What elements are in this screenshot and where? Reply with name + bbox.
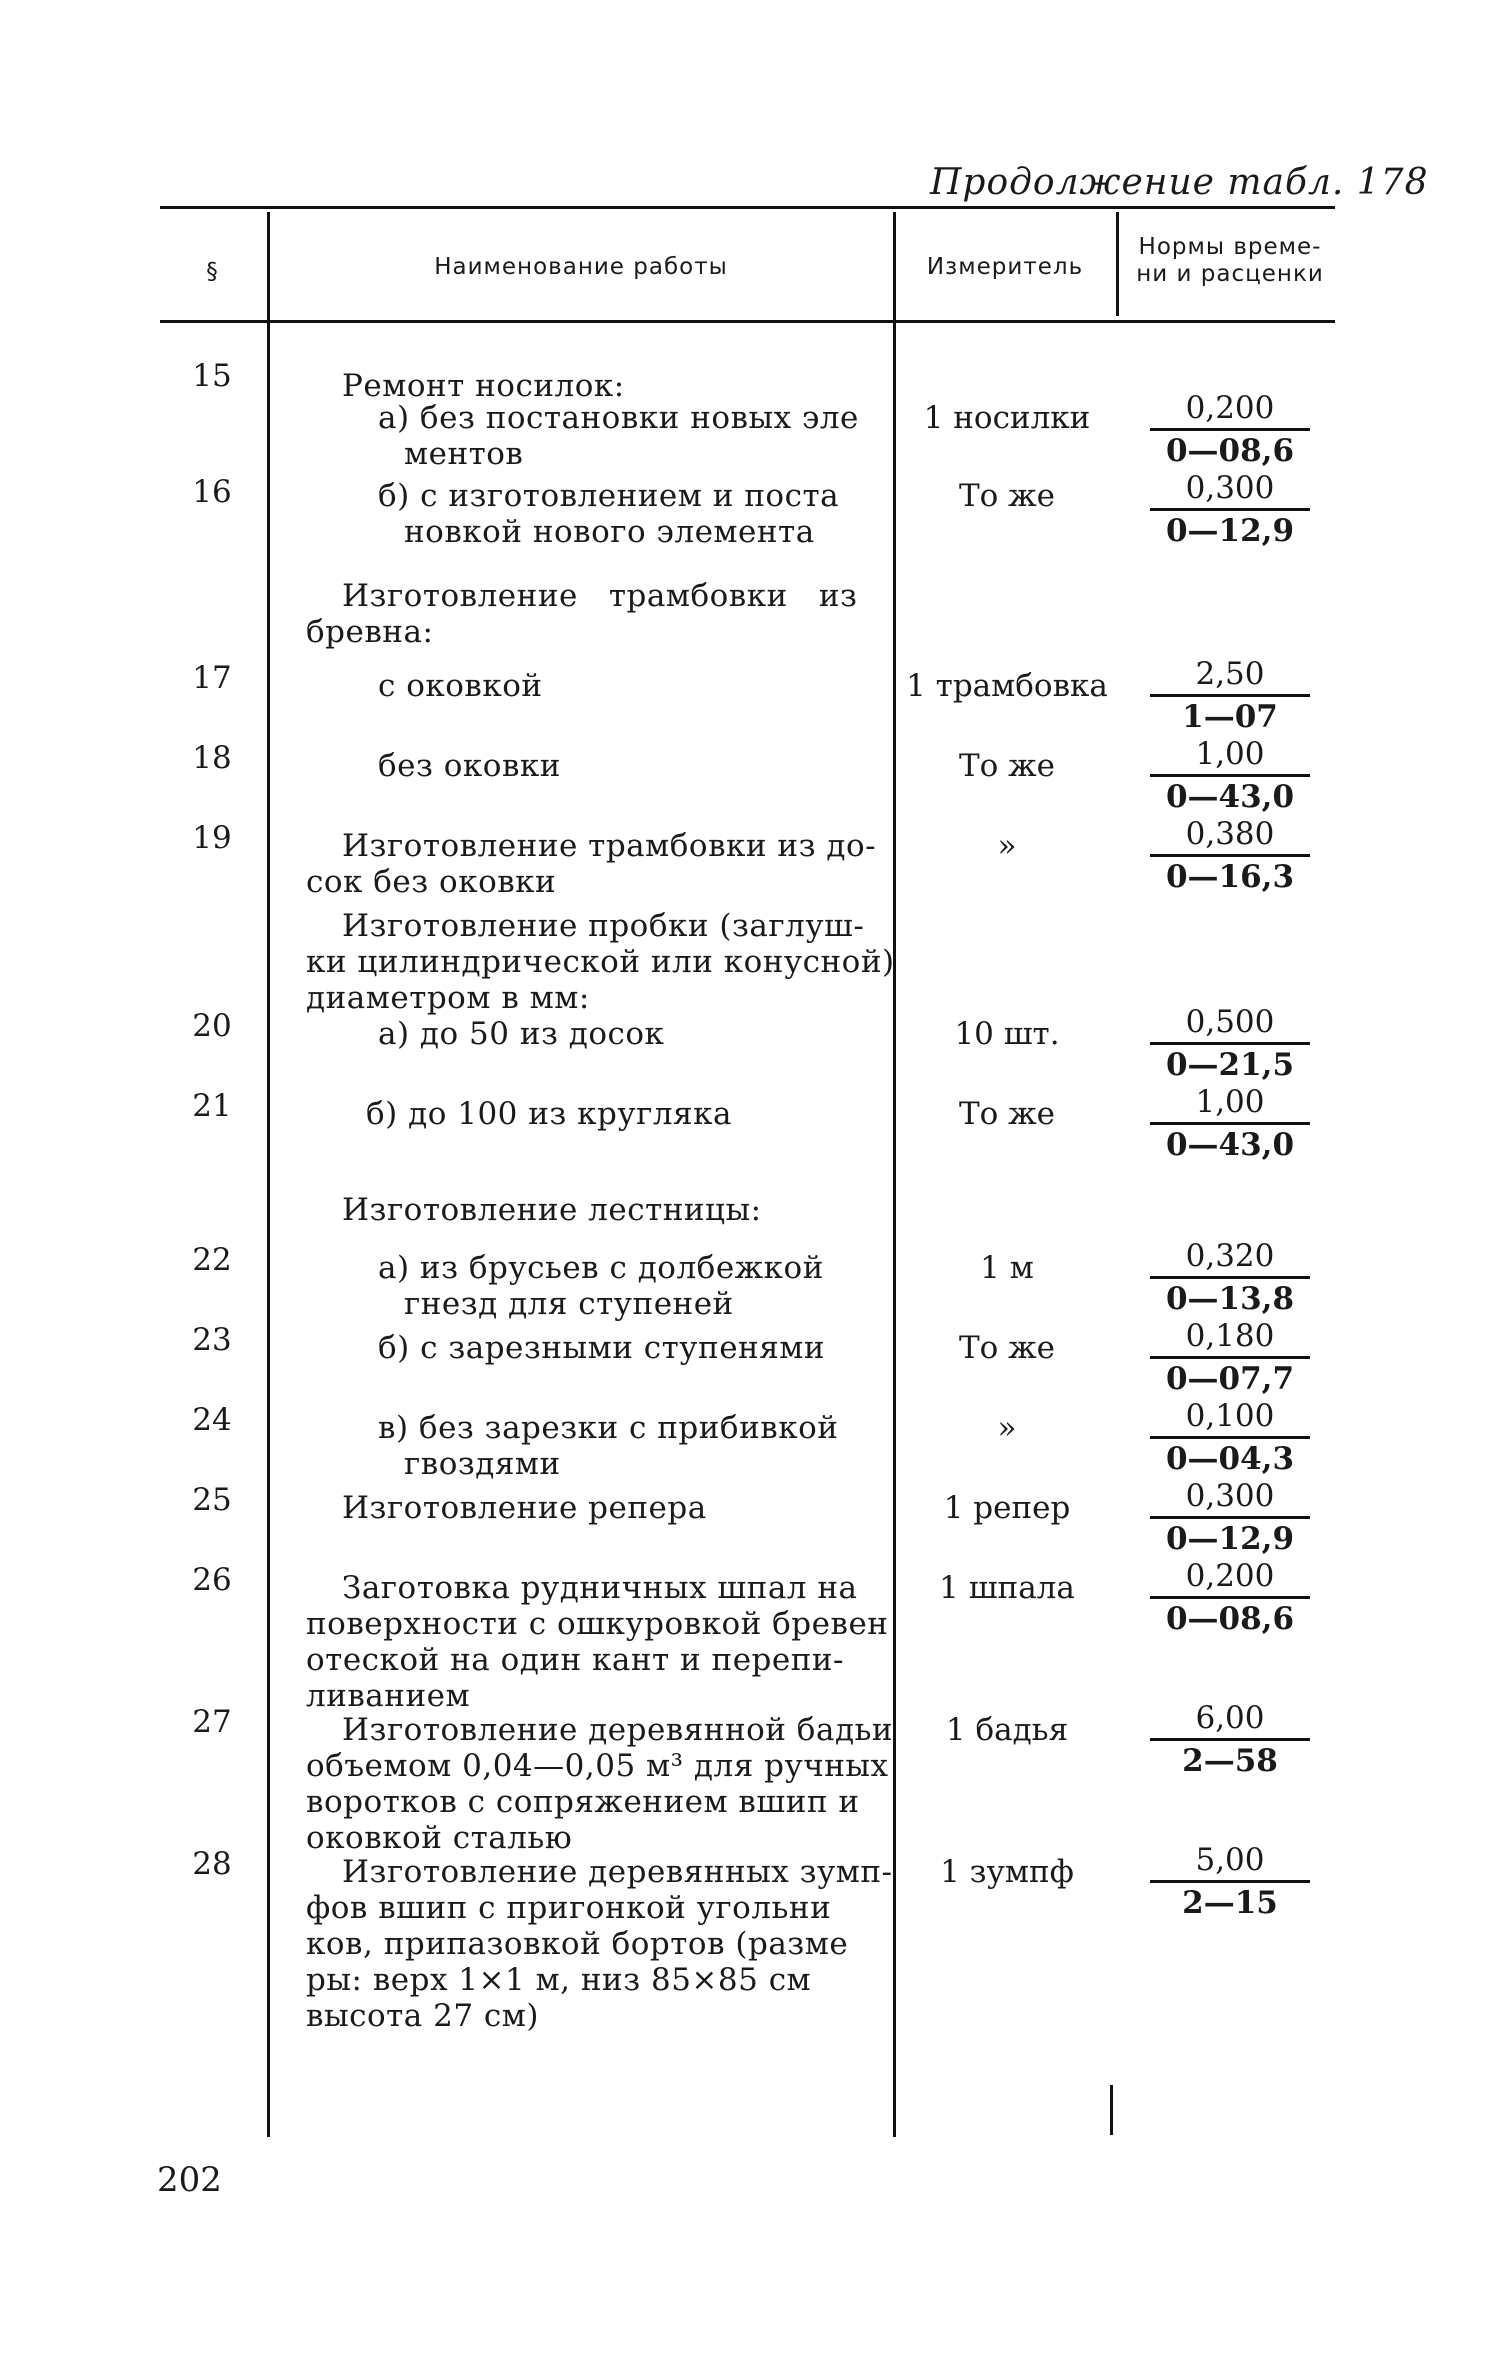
unit-cell: 1 шпала	[939, 1570, 1075, 1606]
norm-rate: 0—21,5	[1165, 1047, 1295, 1083]
norm-rate: 0—08,6	[1165, 433, 1295, 469]
work-text-line: бревна:	[306, 614, 434, 650]
norm-time: 0,180	[1150, 1318, 1310, 1359]
row-number: 18	[192, 740, 232, 776]
page-number: 202	[157, 2160, 222, 2200]
norm-time: 2,50	[1150, 656, 1310, 697]
norm-rate: 2—58	[1182, 1743, 1278, 1779]
work-text-line: б) с зарезными ступенями	[378, 1330, 826, 1366]
work-text-line: объемом 0,04—0,05 м³ для ручных	[306, 1748, 889, 1784]
unit-cell: 1 носилки	[923, 400, 1091, 436]
norm-rate: 0—43,0	[1165, 779, 1295, 815]
row-number: 24	[192, 1402, 232, 1438]
row-number: 15	[192, 358, 232, 394]
work-text-line: а) из брусьев с долбежкой	[378, 1250, 824, 1286]
norm-time: 1,00	[1150, 1084, 1310, 1125]
work-text-line: а) без постановки новых эле	[378, 400, 859, 436]
row-number: 25	[192, 1482, 232, 1518]
norm-rate: 0—04,3	[1165, 1441, 1295, 1477]
row-number: 20	[192, 1008, 232, 1044]
work-text-line: ливанием	[306, 1678, 471, 1714]
norm-cell	[1150, 390, 1310, 469]
row-number: 19	[192, 820, 232, 856]
norm-time: 0,500	[1150, 1004, 1310, 1045]
row-number: 26	[192, 1562, 232, 1598]
norm-rate: 0—13,8	[1165, 1281, 1295, 1317]
work-text-line: оковкой сталью	[306, 1820, 573, 1856]
norm-rate: 0—12,9	[1165, 513, 1295, 549]
norm-cell	[1150, 470, 1310, 549]
column-divider-1	[267, 212, 270, 2137]
header-norms-line1: Нормы време-	[1138, 234, 1322, 260]
norm-time: 1,00	[1150, 736, 1310, 777]
unit-cell: »	[997, 1410, 1017, 1446]
norm-cell	[1150, 1318, 1310, 1397]
unit-cell: 10 шт.	[954, 1016, 1060, 1052]
work-text-line: ки цилиндрической или конусной)	[306, 944, 895, 980]
work-text-line: Изготовление трамбовки из до-	[342, 828, 877, 864]
norm-cell	[1150, 1842, 1310, 1921]
norm-time: 0,300	[1150, 1478, 1310, 1519]
norm-cell	[1150, 816, 1310, 895]
unit-cell: То же	[958, 748, 1056, 784]
norm-cell	[1150, 1478, 1310, 1557]
norm-rate: 0—43,0	[1165, 1127, 1295, 1163]
work-text-line: б) до 100 из кругляка	[366, 1096, 732, 1132]
work-text-line: высота 27 см)	[306, 1998, 540, 2034]
norm-rate: 0—12,9	[1165, 1521, 1295, 1557]
norm-cell	[1150, 656, 1310, 735]
header-name: Наименование работы	[434, 254, 728, 280]
work-text-line: Изготовление репера	[342, 1490, 707, 1526]
norm-time: 0,300	[1150, 470, 1310, 511]
work-text-line: с оковкой	[378, 668, 543, 704]
header-bottom-rule	[160, 320, 1335, 323]
unit-cell: То же	[958, 478, 1056, 514]
unit-cell: 1 трамбовка	[906, 668, 1108, 704]
norm-time: 0,380	[1150, 816, 1310, 857]
unit-cell: 1 бадья	[945, 1712, 1069, 1748]
norm-time: 0,200	[1150, 1558, 1310, 1599]
unit-cell: 1 репер	[943, 1490, 1071, 1526]
work-text-line: ков, припазовкой бортов (разме	[306, 1926, 849, 1962]
work-text-line: Изготовление деревянной бадьи	[342, 1712, 894, 1748]
norm-time: 6,00	[1150, 1700, 1310, 1741]
norm-cell	[1150, 1700, 1310, 1779]
norm-rate: 2—15	[1182, 1885, 1278, 1921]
norm-rate: 0—16,3	[1165, 859, 1295, 895]
norm-cell	[1150, 736, 1310, 815]
header-section: §	[206, 259, 219, 285]
row-number: 21	[192, 1088, 232, 1124]
header-norms-line2: ни и расценки	[1136, 261, 1324, 287]
norm-cell	[1150, 1558, 1310, 1637]
work-text-line: Заготовка рудничных шпал на	[342, 1570, 858, 1606]
norm-rate: 0—08,6	[1165, 1601, 1295, 1637]
work-text-line: новкой нового элемента	[404, 514, 815, 550]
norm-cell	[1150, 1238, 1310, 1317]
row-number: 27	[192, 1704, 232, 1740]
norm-cell	[1150, 1398, 1310, 1477]
norm-time: 0,100	[1150, 1398, 1310, 1439]
work-text-line: без оковки	[378, 748, 561, 784]
work-text-line: Ремонт носилок:	[342, 368, 625, 404]
header-unit: Измеритель	[926, 254, 1084, 280]
work-text-line: сок без оковки	[306, 864, 557, 900]
work-text-line: Изготовление лестницы:	[342, 1192, 762, 1228]
work-text-line: гнезд для ступеней	[404, 1286, 734, 1322]
work-text-line: б) с изготовлением и поста	[378, 478, 840, 514]
work-text-line: диаметром в мм:	[306, 980, 590, 1016]
norm-cell	[1150, 1004, 1310, 1083]
column-divider-2	[893, 212, 896, 2137]
work-text-line: Изготовление деревянных зумп-	[342, 1854, 893, 1890]
norm-rate: 0—07,7	[1165, 1361, 1295, 1397]
row-number: 17	[192, 660, 232, 696]
norm-time: 5,00	[1150, 1842, 1310, 1883]
row-number: 28	[192, 1846, 232, 1882]
norm-rate: 1—07	[1182, 699, 1278, 735]
column-divider-3-lower	[1110, 2085, 1113, 2135]
work-text-line: фов вшип с пригонкой угольни	[306, 1890, 832, 1926]
work-text-line: ментов	[404, 436, 524, 472]
work-text-line: ры: верх 1×1 м, низ 85×85 см	[306, 1962, 812, 1998]
column-divider-3	[1116, 212, 1119, 316]
work-text-line: Изготовление трамбовки из	[342, 578, 858, 614]
unit-cell: То же	[958, 1330, 1056, 1366]
work-text-line: поверхности с ошкуровкой бревен	[306, 1606, 889, 1642]
header-norms	[1120, 234, 1340, 288]
work-text-line: Изготовление пробки (заглуш-	[342, 908, 865, 944]
unit-cell: »	[997, 828, 1017, 864]
norm-time: 0,200	[1150, 390, 1310, 431]
norm-cell	[1150, 1084, 1310, 1163]
top-rule	[160, 206, 1335, 209]
row-number: 16	[192, 474, 232, 510]
work-text-line: гвоздями	[404, 1446, 561, 1482]
row-number: 23	[192, 1322, 232, 1358]
unit-cell: 1 зумпф	[940, 1854, 1074, 1890]
work-text-line: в) без зарезки с прибивкой	[378, 1410, 839, 1446]
norm-time: 0,320	[1150, 1238, 1310, 1279]
table-caption: Продолжение табл. 178	[930, 162, 1429, 203]
work-text-line: а) до 50 из досок	[378, 1016, 665, 1052]
work-text-line: воротков с сопряжением вшип и	[306, 1784, 860, 1820]
work-text-line: отеской на один кант и перепи-	[306, 1642, 845, 1678]
unit-cell: То же	[958, 1096, 1056, 1132]
row-number: 22	[192, 1242, 232, 1278]
unit-cell: 1 м	[980, 1250, 1034, 1286]
